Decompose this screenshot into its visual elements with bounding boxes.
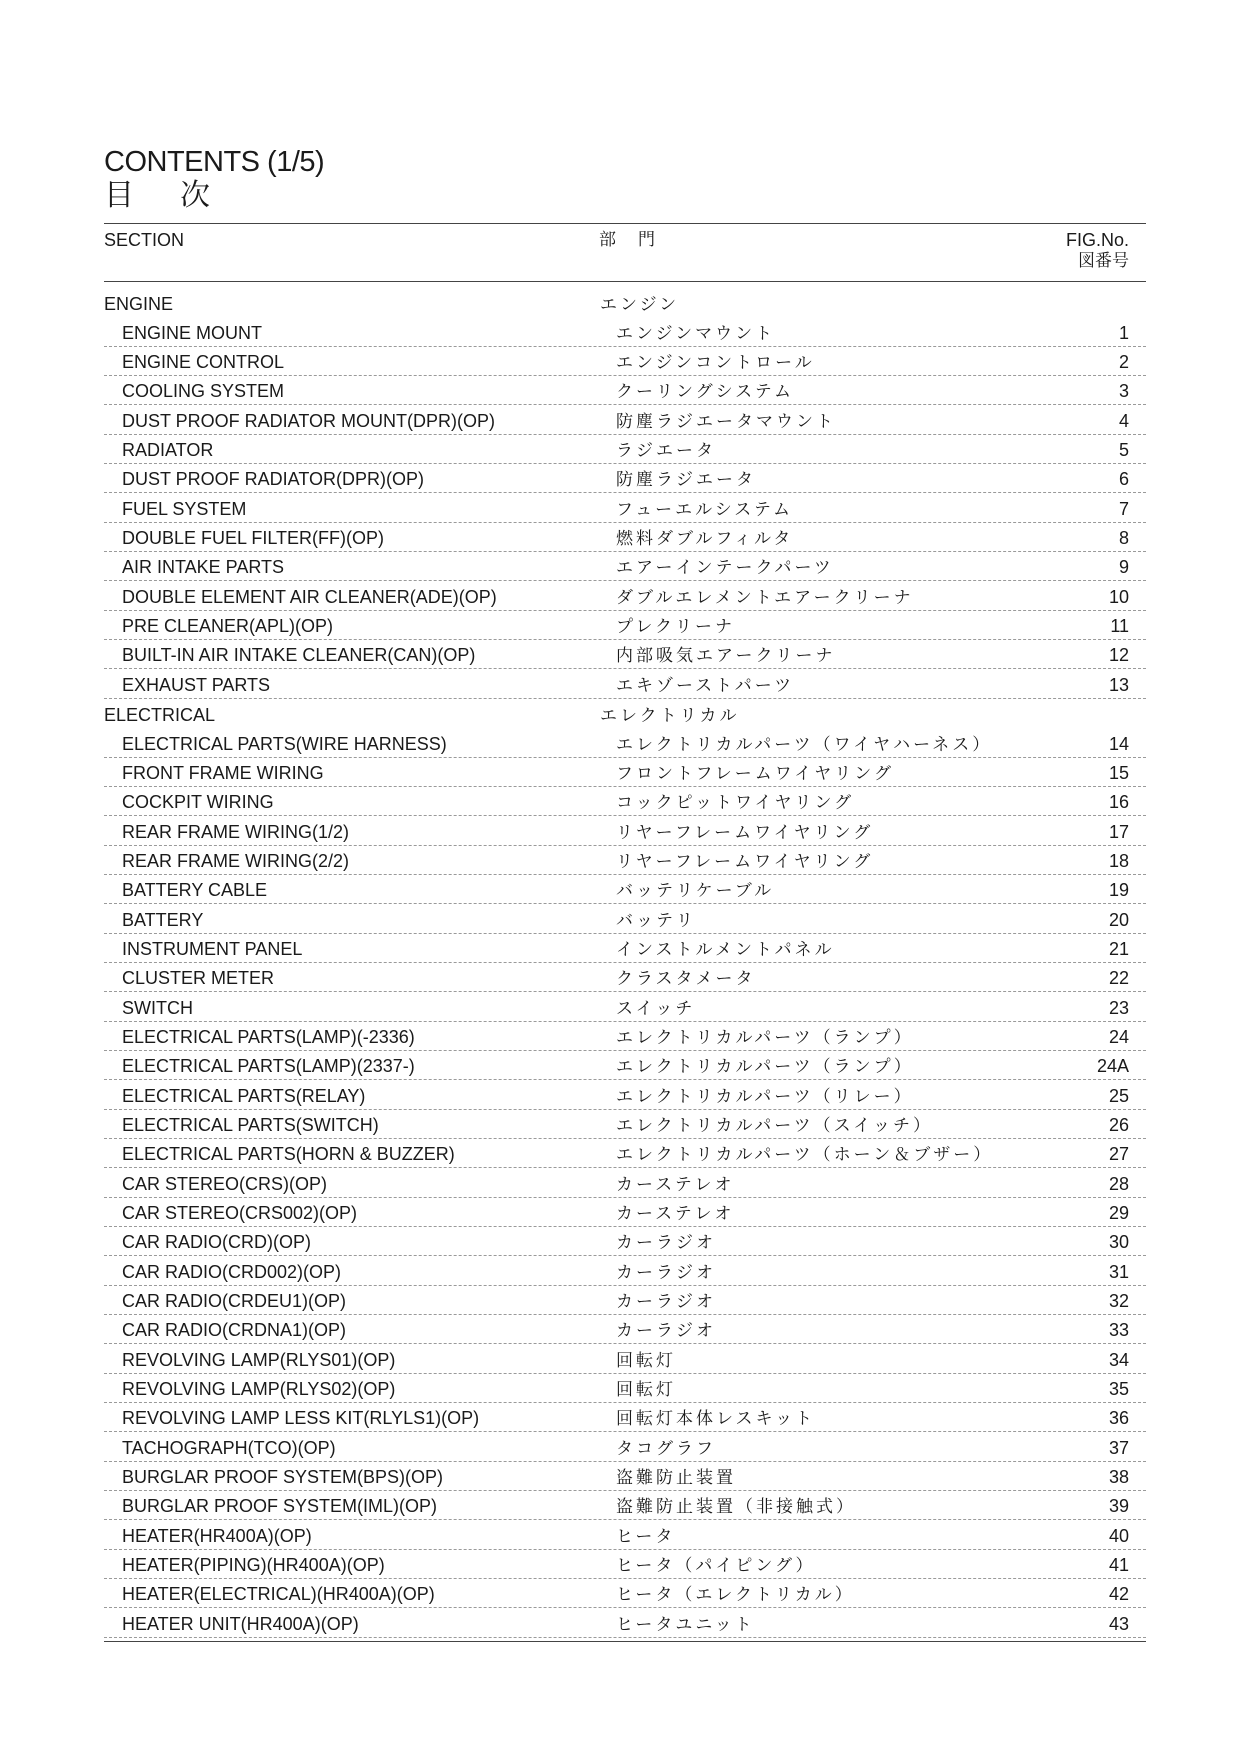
section-heading-row	[104, 699, 1146, 728]
contents-row	[104, 1344, 1146, 1373]
fig-number: 27	[1108, 1144, 1129, 1165]
fig-number: 22	[1108, 968, 1129, 989]
contents-row	[104, 1139, 1146, 1168]
contents-row	[104, 640, 1146, 669]
fig-number: 37	[1108, 1437, 1129, 1458]
item-name-jp: ラジエータ	[616, 441, 716, 462]
item-name: REVOLVING LAMP(RLYS02)(OP)	[122, 1379, 396, 1400]
contents-row	[104, 1579, 1146, 1608]
item-name: COOLING SYSTEM	[122, 381, 285, 402]
contents-row	[104, 1227, 1146, 1256]
fig-number: 34	[1108, 1349, 1129, 1370]
item-name-jp: 盗難防止装置	[616, 1468, 736, 1489]
fig-number: 3	[1118, 381, 1129, 402]
item-name: CAR RADIO(CRDNA1)(OP)	[122, 1320, 347, 1341]
fig-number: 35	[1108, 1379, 1129, 1400]
contents-row	[104, 758, 1146, 787]
item-name-jp: エレクトリカルパーツ（ランプ）	[616, 1057, 914, 1078]
item-name: REAR FRAME WIRING(2/2)	[122, 850, 350, 871]
item-name: ELECTRICAL PARTS(LAMP)(-2336)	[122, 1026, 415, 1047]
item-name-jp: 防塵ラジエータ	[616, 470, 756, 491]
item-name: DOUBLE FUEL FILTER(FF)(OP)	[122, 528, 385, 549]
page-title: CONTENTS (1/5)	[104, 146, 325, 178]
item-name: HEATER(PIPING)(HR400A)(OP)	[122, 1555, 385, 1576]
fig-number: 1	[1118, 322, 1129, 343]
item-name: FRONT FRAME WIRING	[122, 762, 324, 783]
contents-row	[104, 464, 1146, 493]
item-name: CAR STEREO(CRS002)(OP)	[122, 1203, 358, 1223]
item-name-jp: エアーインテークパーツ	[616, 558, 834, 579]
item-name: INSTRUMENT PANEL	[122, 938, 303, 959]
item-name: RADIATOR	[122, 440, 214, 461]
item-name-jp: リヤーフレームワイヤリング	[616, 822, 874, 843]
contents-row	[104, 669, 1146, 698]
item-name: HEATER(ELECTRICAL)(HR400A)(OP)	[122, 1584, 435, 1605]
item-name-jp: エレクトリカルパーツ（ランプ）	[616, 1027, 914, 1048]
fig-number: 23	[1108, 997, 1129, 1018]
fig-number: 32	[1108, 1291, 1129, 1312]
contents-row	[104, 493, 1146, 522]
item-name: ELECTRICAL PARTS(WIRE HARNESS)	[122, 733, 447, 754]
item-name-jp: エレクトリカルパーツ（ホーン＆ブザー）	[616, 1145, 994, 1166]
contents-row	[104, 875, 1146, 904]
contents-row	[104, 1168, 1146, 1197]
item-name-jp: ヒータユニット	[616, 1614, 755, 1635]
item-name: COCKPIT WIRING	[122, 792, 274, 813]
item-name-jp: クーリングシステム	[616, 382, 794, 403]
section-name: ENGINE	[104, 294, 174, 315]
fig-number: 19	[1108, 880, 1129, 901]
item-name: ENGINE CONTROL	[122, 352, 285, 373]
contents-row	[104, 1520, 1146, 1549]
fig-number: 26	[1108, 1114, 1129, 1135]
contents-row	[104, 1256, 1146, 1285]
item-name: REVOLVING LAMP LESS KIT(RLYLS1)(OP)	[122, 1408, 480, 1429]
contents-row	[104, 405, 1146, 434]
item-name: CAR RADIO(CRD)(OP)	[122, 1232, 311, 1253]
fig-number: 24	[1108, 1026, 1129, 1047]
item-name-jp: ヒータ（エレクトリカル）	[616, 1585, 855, 1606]
contents-page	[104, 0, 1146, 1755]
fig-number: 6	[1118, 469, 1129, 490]
fig-number: 43	[1108, 1613, 1129, 1634]
contents-row	[104, 347, 1146, 376]
fig-number: 30	[1108, 1232, 1129, 1253]
item-name-jp: スイッチ	[616, 998, 696, 1019]
contents-row	[104, 611, 1146, 640]
item-name-jp: カーステレオ	[616, 1204, 735, 1224]
fig-number: 14	[1108, 733, 1129, 754]
top-rule	[104, 223, 1146, 224]
column-header-fig-jp: 図番号	[1078, 251, 1129, 271]
fig-number: 13	[1108, 674, 1129, 695]
item-name-jp: カーラジオ	[616, 1292, 716, 1313]
column-header-section-jp: 部門	[599, 230, 677, 250]
item-name: BURGLAR PROOF SYSTEM(IML)(OP)	[122, 1496, 438, 1517]
fig-number: 2	[1118, 352, 1129, 373]
fig-number: 29	[1108, 1203, 1129, 1223]
item-name: ENGINE MOUNT	[122, 322, 263, 343]
contents-row	[104, 376, 1146, 405]
item-name-jp: フューエルシステム	[616, 499, 794, 520]
item-name: CLUSTER METER	[122, 968, 275, 989]
item-name: BURGLAR PROOF SYSTEM(BPS)(OP)	[122, 1467, 444, 1488]
contents-row	[104, 435, 1146, 464]
item-name: EXHAUST PARTS	[122, 674, 271, 695]
contents-row	[104, 1432, 1146, 1461]
item-name-jp: プレクリーナ	[616, 617, 735, 638]
item-name: HEATER(HR400A)(OP)	[122, 1525, 312, 1546]
item-name-jp: タコグラフ	[616, 1438, 716, 1459]
item-name: FUEL SYSTEM	[122, 498, 247, 519]
contents-row	[104, 934, 1146, 963]
item-name: CAR RADIO(CRD002)(OP)	[122, 1261, 342, 1282]
item-name-jp: バッテリケーブル	[616, 881, 775, 902]
item-name: DOUBLE ELEMENT AIR CLEANER(ADE)(OP)	[122, 586, 497, 607]
item-name-jp: ヒータ（パイピング）	[616, 1556, 816, 1577]
fig-number: 39	[1108, 1496, 1129, 1517]
item-name: ELECTRICAL PARTS(SWITCH)	[122, 1114, 379, 1135]
fig-number: 41	[1108, 1555, 1129, 1576]
contents-row	[104, 1403, 1146, 1432]
column-header-fig	[1066, 230, 1129, 272]
item-name-jp: カーステレオ	[616, 1174, 735, 1195]
item-name: AIR INTAKE PARTS	[122, 557, 285, 578]
contents-row	[104, 728, 1146, 757]
item-name-jp: 回転灯	[616, 1350, 676, 1371]
contents-row	[104, 1315, 1146, 1344]
fig-number: 40	[1108, 1525, 1129, 1546]
item-name-jp: エキゾーストパーツ	[616, 675, 795, 696]
contents-row	[104, 1491, 1146, 1520]
contents-row	[104, 1462, 1146, 1491]
item-name: TACHOGRAPH(TCO)(OP)	[122, 1437, 336, 1458]
section-name: ELECTRICAL	[104, 705, 216, 726]
item-name-jp: 燃料ダブルフィルタ	[616, 529, 794, 550]
item-name-jp: エンジンマウント	[616, 323, 776, 344]
item-name-jp: リヤーフレームワイヤリング	[616, 851, 874, 872]
contents-row	[104, 787, 1146, 816]
fig-number: 24A	[1096, 1056, 1129, 1077]
item-name-jp: カーラジオ	[616, 1262, 716, 1283]
fig-number: 42	[1108, 1584, 1129, 1605]
item-name: PRE CLEANER(APL)(OP)	[122, 616, 334, 637]
section-heading-row	[104, 288, 1146, 317]
section-name-jp: エレクトリカル	[600, 706, 740, 727]
item-name-jp: 内部吸気エアークリーナ	[616, 646, 836, 667]
contents-row	[104, 816, 1146, 845]
fig-number: 36	[1108, 1408, 1129, 1429]
item-name: ELECTRICAL PARTS(RELAY)	[122, 1085, 366, 1106]
bottom-rule	[104, 1641, 1146, 1642]
item-name-jp: ヒータ	[616, 1526, 676, 1547]
column-header-section: SECTION	[104, 230, 185, 250]
fig-number: 4	[1118, 410, 1129, 431]
fig-number: 21	[1108, 938, 1129, 959]
item-name-jp: エレクトリカルパーツ（リレー）	[616, 1086, 914, 1107]
item-name: HEATER UNIT(HR400A)(OP)	[122, 1613, 359, 1634]
item-name-jp: インストルメントパネル	[616, 939, 835, 960]
fig-number: 10	[1108, 586, 1129, 607]
fig-number: 7	[1118, 498, 1129, 519]
fig-number: 18	[1108, 850, 1129, 871]
item-name-jp: 回転灯	[616, 1380, 676, 1401]
fig-number: 28	[1108, 1173, 1129, 1194]
fig-number: 9	[1118, 557, 1129, 578]
contents-row	[104, 1080, 1146, 1109]
contents-row	[104, 581, 1146, 610]
header-rule	[104, 281, 1146, 282]
item-name-jp: エレクトリカルパーツ（ワイヤハーネス）	[616, 734, 993, 755]
fig-number: 8	[1118, 528, 1129, 549]
item-name-jp: コックピットワイヤリング	[616, 793, 855, 814]
contents-row	[104, 992, 1146, 1021]
item-name: REAR FRAME WIRING(1/2)	[122, 821, 350, 842]
contents-row	[104, 1550, 1146, 1579]
section-name-jp: エンジン	[600, 295, 680, 316]
item-name-jp: エレクトリカルパーツ（スイッチ）	[616, 1115, 933, 1136]
item-name-jp: エンジンコントロール	[616, 353, 815, 374]
item-name-jp: 防塵ラジエータマウント	[616, 411, 836, 432]
contents-row	[104, 963, 1146, 992]
contents-row	[104, 1608, 1146, 1637]
item-name: ELECTRICAL PARTS(LAMP)(2337-)	[122, 1056, 415, 1077]
item-name: DUST PROOF RADIATOR(DPR)(OP)	[122, 469, 425, 490]
fig-number: 16	[1108, 792, 1129, 813]
contents-row	[104, 846, 1146, 875]
item-name: CAR STEREO(CRS)(OP)	[122, 1173, 328, 1194]
item-name: SWITCH	[122, 997, 193, 1018]
fig-number: 5	[1118, 440, 1129, 461]
contents-row	[104, 1198, 1146, 1227]
item-name: BATTERY CABLE	[122, 880, 268, 901]
fig-number: 17	[1108, 821, 1129, 842]
item-name-jp: フロントフレームワイヤリング	[616, 763, 894, 784]
contents-row	[104, 1286, 1146, 1315]
contents-row	[104, 317, 1146, 346]
contents-row	[104, 1374, 1146, 1403]
item-name-jp: ダブルエレメントエアークリーナ	[616, 587, 914, 608]
item-name: BATTERY	[122, 909, 204, 930]
contents-row	[104, 523, 1146, 552]
item-name: REVOLVING LAMP(RLYS01)(OP)	[122, 1349, 396, 1370]
fig-number: 11	[1110, 616, 1129, 637]
fig-number: 15	[1108, 762, 1129, 783]
contents-row	[104, 1110, 1146, 1139]
contents-row	[104, 552, 1146, 581]
fig-number: 31	[1108, 1261, 1129, 1282]
item-name-jp: カーラジオ	[616, 1321, 716, 1342]
item-name: ELECTRICAL PARTS(HORN & BUZZER)	[122, 1144, 455, 1165]
column-header-fig-en: FIG.No.	[1065, 230, 1129, 250]
contents-row	[104, 1051, 1146, 1080]
page-subtitle-jp: 目次	[104, 178, 256, 213]
fig-number: 12	[1108, 645, 1129, 666]
fig-number: 33	[1108, 1320, 1129, 1341]
contents-row	[104, 1022, 1146, 1051]
contents-list	[104, 288, 1146, 1638]
item-name-jp: カーラジオ	[616, 1233, 716, 1254]
item-name-jp: バッテリ	[616, 910, 696, 931]
item-name-jp: 回転灯本体レスキット	[616, 1409, 816, 1430]
item-name: CAR RADIO(CRDEU1)(OP)	[122, 1291, 347, 1312]
fig-number: 38	[1108, 1467, 1129, 1488]
fig-number: 20	[1108, 909, 1129, 930]
item-name-jp: クラスタメータ	[616, 969, 756, 990]
item-name-jp: 盗難防止装置（非接触式）	[616, 1497, 856, 1518]
item-name: DUST PROOF RADIATOR MOUNT(DPR)(OP)	[122, 410, 495, 431]
fig-number: 25	[1108, 1085, 1129, 1106]
contents-row	[104, 904, 1146, 933]
item-name: BUILT-IN AIR INTAKE CLEANER(CAN)(OP)	[122, 645, 476, 666]
